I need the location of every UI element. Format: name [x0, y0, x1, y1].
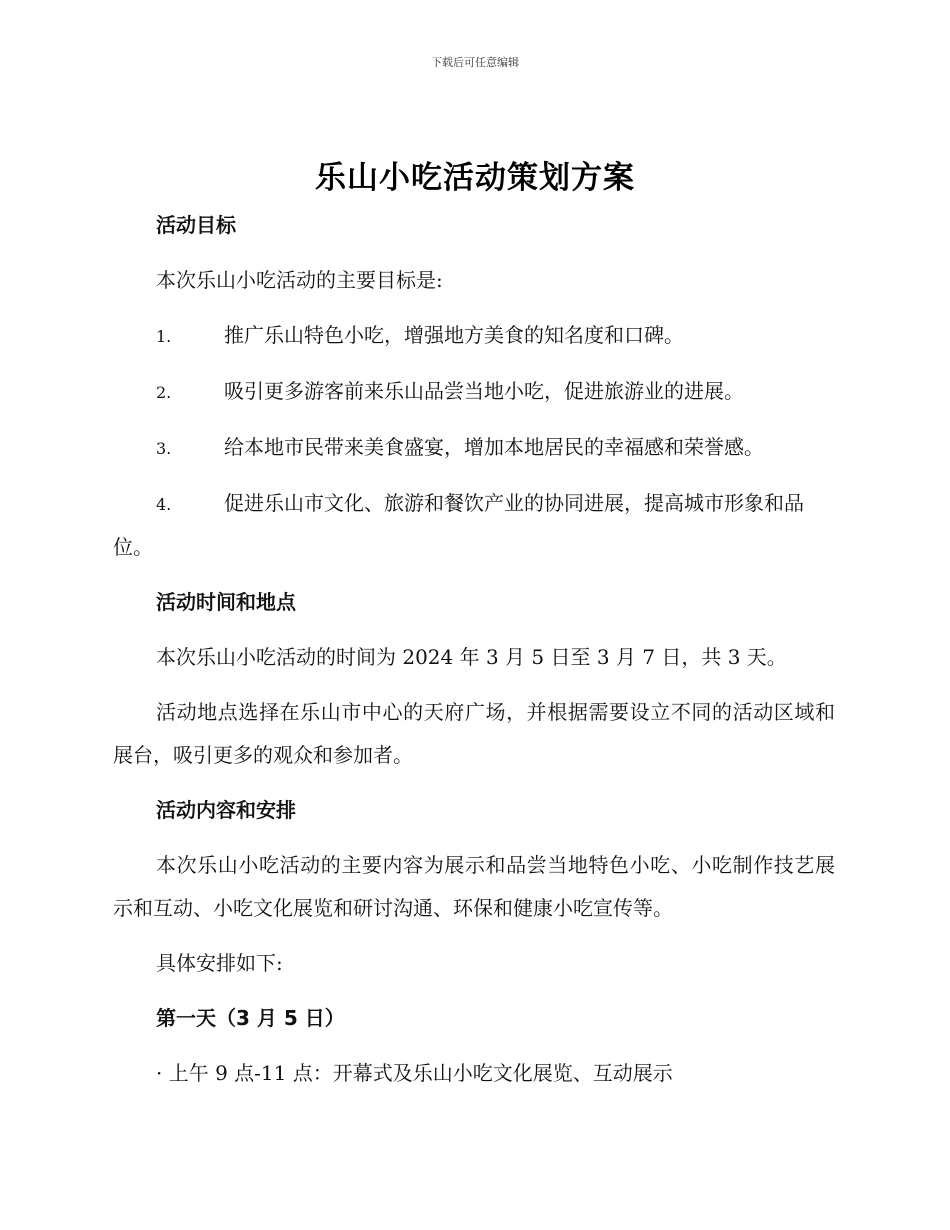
goal-item-number: 4. — [156, 495, 172, 514]
day1-bullet-item: · 上午 9 点-11 点：开幕式及乐山小吃文化展览、互动展示 — [156, 1061, 673, 1085]
goal-item-number: 3. — [156, 439, 172, 458]
section-heading-day1: 第一天（3 月 5 日） — [156, 1006, 345, 1030]
goal-item-number: 1. — [156, 327, 172, 346]
goal-item-text: 吸引更多游客前来乐山品尝当地小吃，促进旅游业的进展。 — [224, 379, 744, 403]
goal-item-2 — [113, 370, 835, 414]
goal-item-text: 促进乐山市文化、旅游和餐饮产业的协同进展，提高城市形象和品位。 — [113, 491, 804, 559]
goal-item-1 — [113, 314, 835, 358]
header-note: 下载后可任意编辑 — [431, 56, 519, 69]
goal-intro: 本次乐山小吃活动的主要目标是: — [156, 268, 443, 292]
goal-item-3 — [113, 426, 835, 470]
goal-item-number: 2. — [156, 383, 172, 402]
content-paragraph: 本次乐山小吃活动的主要内容为展示和品尝当地特色小吃、小吃制作技艺展示和互动、小吃文化展览和研讨沟通、环保和健康小吃宣传等。 — [113, 853, 835, 920]
schedule-intro: 具体安排如下: — [156, 951, 283, 975]
time-paragraph: 本次乐山小吃活动的时间为 2024 年 3 月 5 日至 3 月 7 日，共 3 天。 — [156, 645, 787, 669]
document-title: 乐山小吃活动策划方案 — [315, 160, 635, 196]
goal-item-text: 给本地市民带来美食盛宴，增加本地居民的幸福感和荣誉感。 — [224, 435, 764, 459]
place-paragraph: 活动地点选择在乐山市中心的天府广场，并根据需要设立不同的活动区域和展台，吸引更多的观众和参加者。 — [113, 700, 835, 767]
section-heading-content: 活动内容和安排 — [156, 798, 296, 822]
section-heading-goal: 活动目标 — [156, 213, 236, 237]
goal-item-text: 推广乐山特色小吃，增强地方美食的知名度和口碑。 — [224, 323, 684, 347]
document-body — [113, 204, 835, 1107]
section-heading-time-place: 活动时间和地点 — [156, 590, 296, 614]
goal-item-4 — [113, 482, 835, 569]
